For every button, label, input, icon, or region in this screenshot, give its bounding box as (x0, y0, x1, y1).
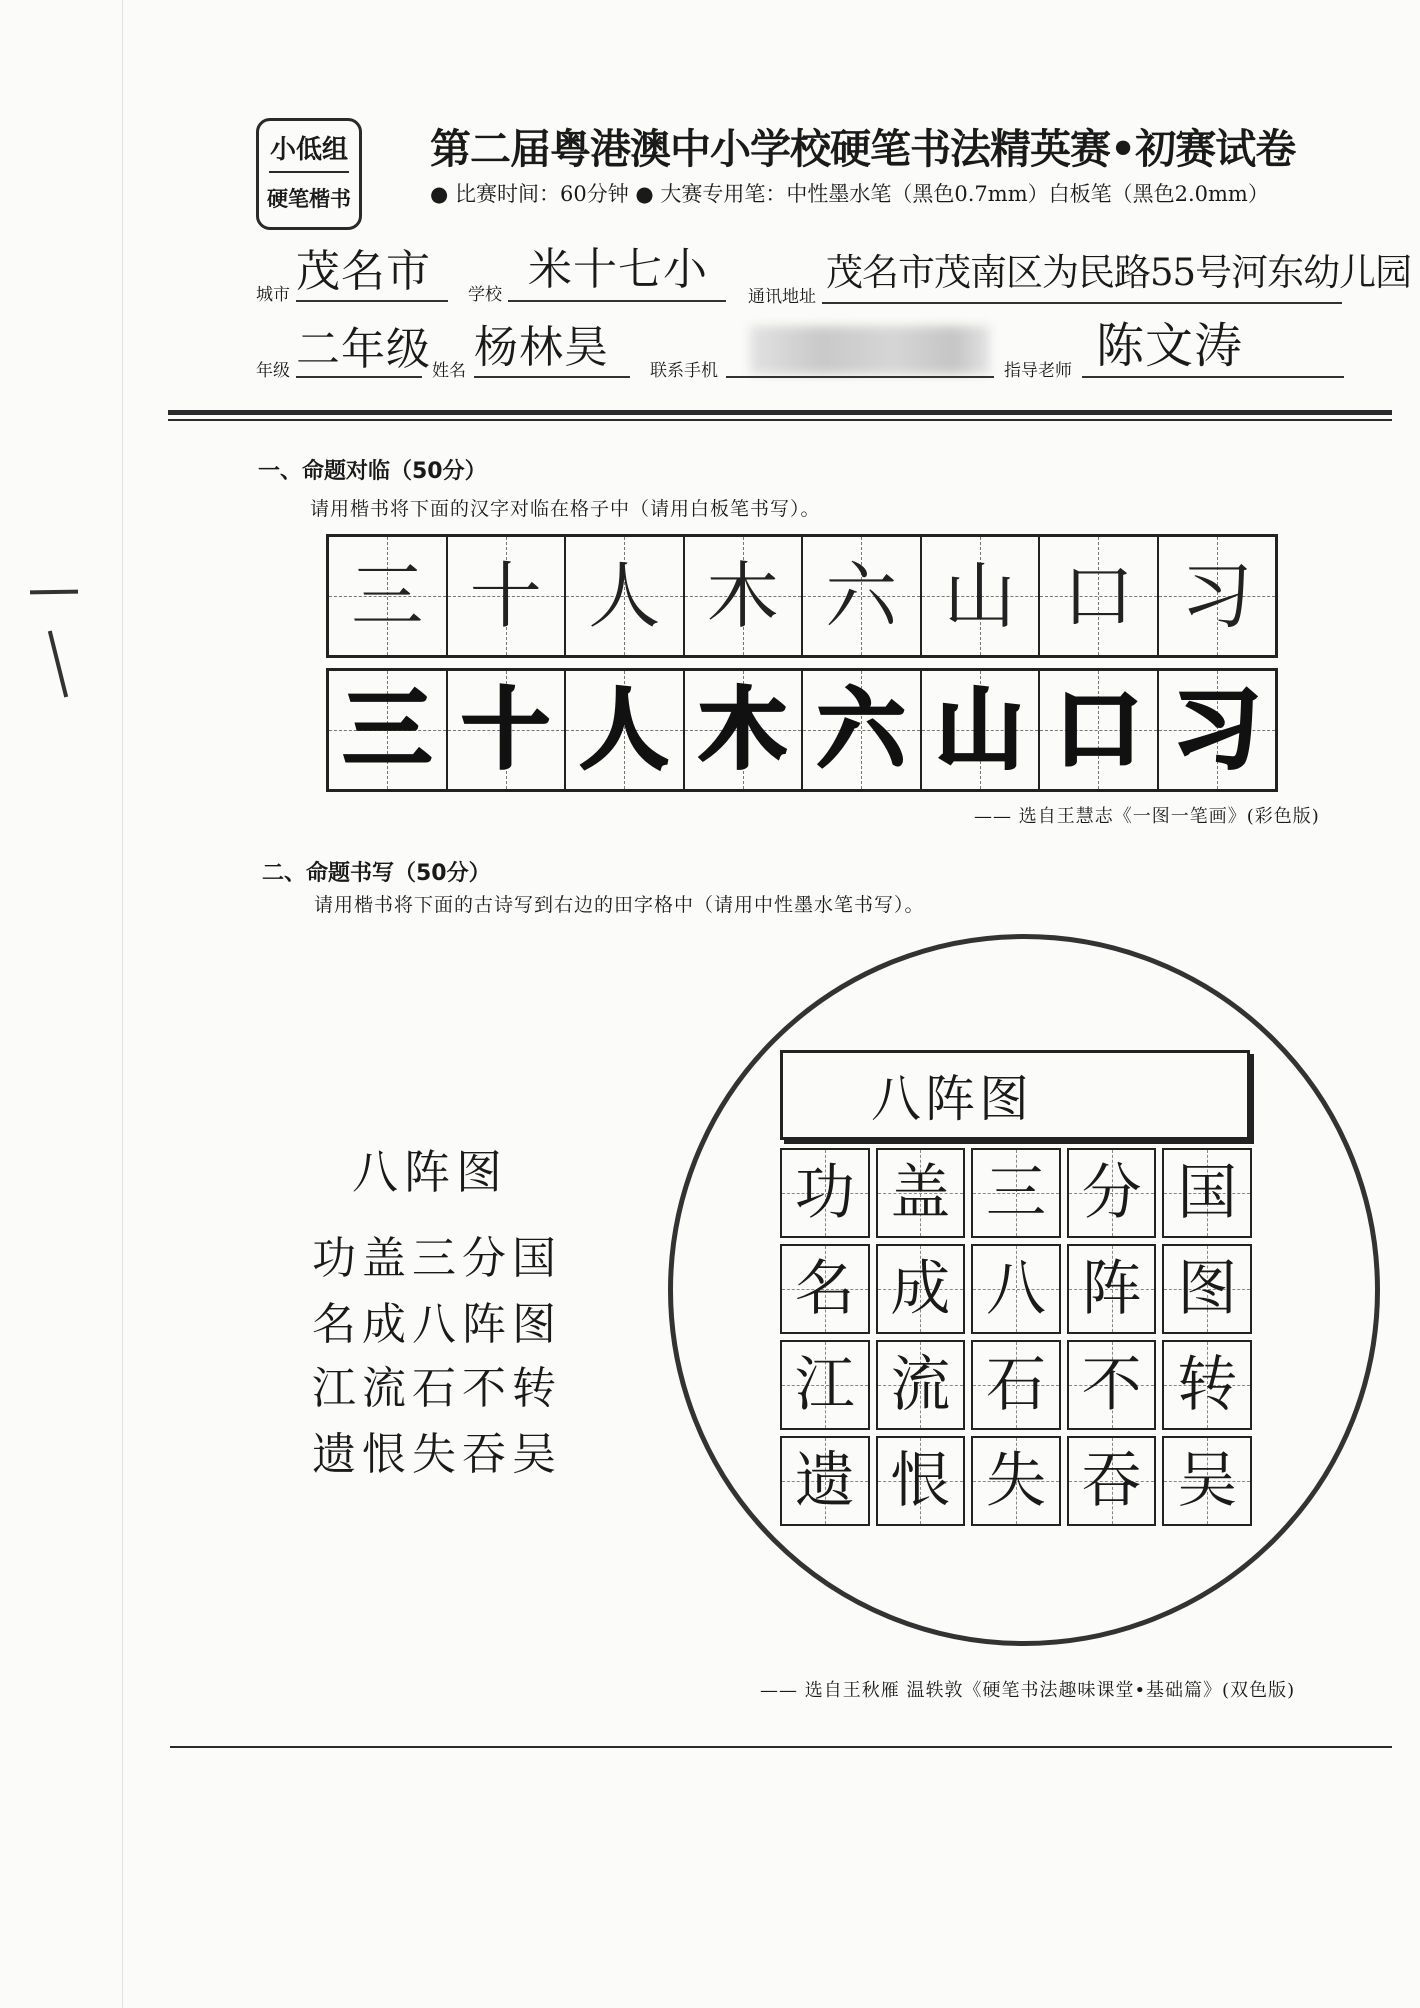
group-name: 小低组 (269, 135, 348, 165)
written-char: 人 (588, 554, 661, 638)
written-char: 口 (1062, 554, 1135, 638)
answer-cell[interactable] (1162, 1436, 1252, 1526)
answer-cell[interactable] (1067, 1340, 1157, 1430)
answer-cell[interactable] (1162, 1148, 1252, 1238)
grid-cell[interactable] (1040, 537, 1159, 655)
written-char: 十 (469, 554, 542, 638)
badge-divider (269, 171, 349, 173)
section2-instruction: 请用楷书将下面的古诗写到右边的田字格中（请用中性墨水笔书写）。 (314, 894, 925, 916)
model-cell (1159, 671, 1276, 789)
model-char: 木 (698, 678, 787, 781)
city-value[interactable]: 茂名市 (296, 246, 431, 297)
school-line (508, 300, 726, 302)
school-label: 学校 (468, 285, 502, 305)
phone-line (726, 376, 994, 378)
model-cell (803, 671, 922, 789)
answer-cell[interactable] (780, 1244, 870, 1334)
teacher-line (1082, 376, 1344, 378)
model-char: 六 (817, 678, 906, 781)
answer-char: 阵 (1081, 1254, 1142, 1324)
grade-value[interactable]: 二年级 (296, 324, 431, 375)
answer-char: 名 (794, 1254, 855, 1324)
poem-line: 江流石不转 (312, 1363, 562, 1414)
answer-char: 国 (1177, 1158, 1238, 1228)
model-char: 人 (580, 678, 669, 781)
header-rule (168, 410, 1392, 415)
answer-char: 失 (985, 1446, 1046, 1516)
model-cell (566, 671, 685, 789)
school-value[interactable]: 米十七小 (528, 244, 708, 295)
written-char: 六 (825, 554, 898, 638)
written-char: 山 (943, 554, 1016, 638)
model-cell (329, 671, 448, 789)
answer-char: 流 (890, 1350, 951, 1420)
name-value[interactable]: 杨林昊 (474, 322, 609, 373)
answer-char: 遗 (794, 1446, 855, 1516)
answer-cell[interactable] (780, 1436, 870, 1526)
answer-cell[interactable] (971, 1148, 1061, 1238)
model-cell (922, 671, 1041, 789)
answer-cell[interactable] (876, 1436, 966, 1526)
model-char: 山 (935, 678, 1024, 781)
answer-cell[interactable] (780, 1340, 870, 1430)
section1-heading: 一、命题对临（50分） (258, 459, 487, 484)
answer-cell[interactable] (780, 1148, 870, 1238)
margin-pen-mark (48, 631, 68, 698)
address-line (822, 302, 1342, 304)
answer-cell[interactable] (1067, 1148, 1157, 1238)
answer-char: 分 (1081, 1158, 1142, 1228)
exam-subtitle: ● 比赛时间：60分钟 ● 大赛专用笔：中性墨水笔（黑色0.7mm）白板笔（黑色2.0mm） (430, 182, 1269, 206)
section2-heading: 二、命题书写（50分） (262, 861, 491, 886)
model-cell (1040, 671, 1159, 789)
answer-cell[interactable] (1067, 1244, 1157, 1334)
answer-char: 图 (1177, 1254, 1238, 1324)
model-cell (685, 671, 804, 789)
model-char: 口 (1054, 678, 1143, 781)
poem-line: 名成八阵图 (312, 1299, 562, 1350)
group-category: 硬笔楷书 (267, 186, 351, 211)
answer-char: 三 (985, 1158, 1046, 1228)
answer-char: 八 (985, 1254, 1046, 1324)
grid-cell[interactable] (448, 537, 567, 655)
section2-credit: —— 选自王秋雁 温轶敦《硬笔书法趣味课堂•基础篇》(双色版) (760, 1680, 1296, 1701)
model-char: 十 (461, 678, 550, 781)
name-label: 姓名 (432, 361, 466, 381)
answer-cell[interactable] (876, 1340, 966, 1430)
grade-line (296, 376, 422, 378)
written-char: 习 (1180, 554, 1253, 638)
written-char: 三 (351, 554, 424, 638)
answer-char: 功 (794, 1158, 855, 1228)
answer-cell[interactable] (1067, 1436, 1157, 1526)
grid-cell[interactable] (922, 537, 1041, 655)
answer-cell[interactable] (971, 1340, 1061, 1430)
grid-cell[interactable] (1159, 537, 1276, 655)
answer-title-box[interactable] (780, 1050, 1250, 1140)
model-char: 三 (343, 678, 432, 781)
written-char: 木 (706, 554, 779, 638)
name-line (474, 376, 630, 378)
address-label: 通讯地址 (748, 287, 816, 307)
group-badge (256, 118, 362, 230)
answer-char: 转 (1177, 1350, 1238, 1420)
answer-cell[interactable] (971, 1244, 1061, 1334)
model-cell (448, 671, 567, 789)
grid-cell[interactable] (685, 537, 804, 655)
footer-rule (170, 1746, 1392, 1748)
exam-title: 第二届粤港澳中小学校硬笔书法精英赛•初赛试卷 (430, 125, 1296, 173)
copy-row-model (326, 668, 1278, 792)
grade-label: 年级 (256, 361, 290, 381)
grid-cell[interactable] (329, 537, 448, 655)
answer-char: 吴 (1177, 1446, 1238, 1516)
section1-credit: —— 选自王慧志《一图一笔画》(彩色版) (974, 806, 1320, 827)
answer-grid (780, 1148, 1252, 1526)
grid-cell[interactable] (566, 537, 685, 655)
answer-char: 成 (890, 1254, 951, 1324)
answer-char: 吞 (1081, 1446, 1142, 1516)
teacher-label: 指导老师 (1004, 361, 1072, 381)
poem-line: 功盖三分国 (312, 1233, 562, 1284)
poem-title: 八阵图 (352, 1145, 508, 1199)
answer-char: 盖 (890, 1158, 951, 1228)
answer-char: 江 (794, 1350, 855, 1420)
phone-label: 联系手机 (650, 361, 718, 381)
margin-pen-mark (30, 590, 78, 595)
answer-char: 不 (1081, 1350, 1142, 1420)
poem-line: 遗恨失吞吴 (312, 1429, 562, 1480)
header-rule-thin (168, 419, 1392, 421)
city-label: 城市 (256, 285, 290, 305)
address-value[interactable]: 茂名市茂南区为民路55号河东幼儿园 (826, 251, 1412, 294)
section1-instruction: 请用楷书将下面的汉字对临在格子中（请用白板笔书写）。 (310, 498, 821, 520)
answer-title: 八阵图 (871, 1070, 1033, 1128)
answer-cell[interactable] (1162, 1340, 1252, 1430)
phone-value-redacted (750, 326, 990, 374)
answer-cell[interactable] (876, 1244, 966, 1334)
answer-char: 石 (985, 1350, 1046, 1420)
answer-cell[interactable] (1162, 1244, 1252, 1334)
answer-cell[interactable] (876, 1148, 966, 1238)
scan-edge (122, 0, 123, 2008)
teacher-value[interactable]: 陈文涛 (1096, 318, 1244, 374)
answer-char: 恨 (890, 1446, 951, 1516)
model-char: 习 (1172, 678, 1261, 781)
answer-cell[interactable] (971, 1436, 1061, 1526)
city-line (296, 300, 448, 302)
grid-cell[interactable] (803, 537, 922, 655)
copy-row-written (326, 534, 1278, 658)
